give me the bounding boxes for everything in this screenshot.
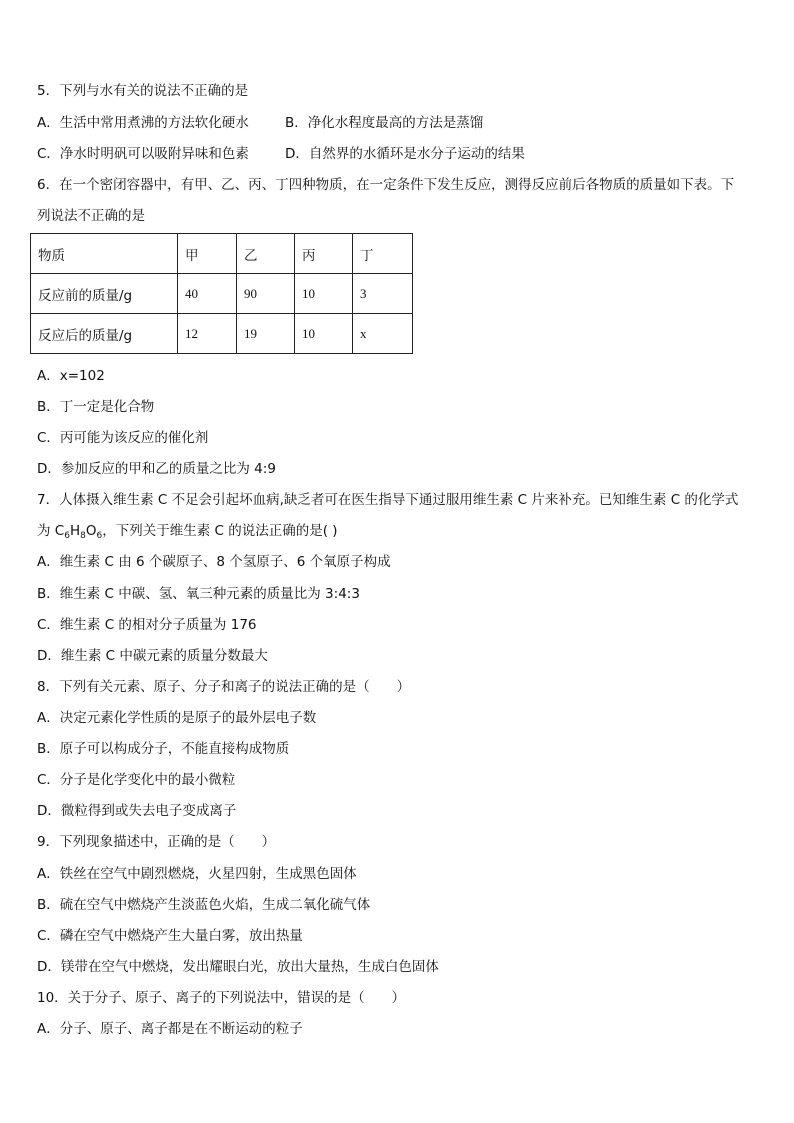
q5-option-c: C．净水时明矾可以吸附异味和色素 (37, 146, 249, 162)
q5-stem: 5．下列与水有关的说法不正确的是 (37, 83, 249, 99)
q7-option-d: D．维生素 C 中碳元素的质量分数最大 (37, 648, 268, 664)
q7-option-c: C．维生素 C 的相对分子质量为 176 (37, 617, 257, 633)
q8-option-d: D．微粒得到或失去电子变成离子 (37, 803, 237, 819)
q6-mass-table (30, 233, 413, 354)
q9-option-c: C．磷在空气中燃烧产生大量白雾，放出热量 (37, 928, 303, 944)
q5-option-d: D．自然界的水循环是水分子运动的结果 (285, 146, 525, 162)
q8-option-a: A．决定元素化学性质的是原子的最外层电子数 (37, 710, 317, 726)
q6-option-a: A．x=102 (37, 368, 105, 384)
table-cell: 3 (353, 274, 413, 314)
table-header-cell: 物质 (31, 234, 178, 274)
q6-stem-line1: 6．在一个密闭容器中，有甲、乙、丙、丁四种物质，在一定条件下发生反应，测得反应前后各物质的质量如下表。下 (37, 177, 735, 193)
q6-option-c: C．丙可能为该反应的催化剂 (37, 430, 209, 446)
q7-stem-line2 (37, 522, 338, 540)
formula-subscript: 8 (80, 531, 86, 541)
q9-option-d: D．镁带在空气中燃烧，发出耀眼白光，放出大量热，生成白色固体 (37, 959, 439, 975)
table-header-cell: 丁 (353, 234, 413, 274)
q9-stem: 9．下列现象描述中，正确的是（ ） (37, 834, 276, 850)
table-cell: 19 (237, 314, 295, 354)
formula-subscript: 6 (96, 531, 103, 541)
q5-option-a: A．生活中常用煮沸的方法软化硬水 (37, 115, 249, 131)
q7-stem-prefix: 为 C (37, 523, 65, 539)
q7-option-b: B．维生素 C 中碳、氢、氧三种元素的质量比为 3:4:3 (37, 586, 360, 602)
q6-option-d: D．参加反应的甲和乙的质量之比为 4:9 (37, 461, 276, 477)
q9-option-a: A．铁丝在空气中剧烈燃烧，火星四射，生成黑色固体 (37, 866, 357, 882)
table-cell: 反应后的质量/g (31, 314, 178, 354)
q10-stem: 10．关于分子、原子、离子的下列说法中，错误的是（ ） (37, 990, 406, 1006)
table-row (31, 274, 413, 314)
q9-option-b: B．硫在空气中燃烧产生淡蓝色火焰，生成二氧化硫气体 (37, 897, 371, 913)
q5-option-b: B．净化水程度最高的方法是蒸馏 (285, 115, 484, 131)
q7-stem-suffix: ，下列关于维生素 C 的说法正确的是( ) (102, 523, 338, 539)
q8-stem: 8．下列有关元素、原子、分子和离子的说法正确的是（ ） (37, 679, 411, 695)
table-cell: 10 (295, 274, 353, 314)
table-cell: x (353, 314, 413, 354)
table-header-row (31, 234, 413, 274)
q10-option-a: A．分子、原子、离子都是在不断运动的粒子 (37, 1021, 303, 1037)
q8-option-b: B．原子可以构成分子，不能直接构成物质 (37, 741, 290, 757)
q6-option-b: B．丁一定是化合物 (37, 399, 155, 415)
table-cell: 40 (178, 274, 237, 314)
table-header-cell: 乙 (237, 234, 295, 274)
q7-option-a: A．维生素 C 由 6 个碳原子、8 个氢原子、6 个氧原子构成 (37, 554, 391, 570)
formula-element: H (69, 523, 81, 539)
table-cell: 反应前的质量/g (31, 274, 178, 314)
table-row (31, 314, 413, 354)
table-cell: 10 (295, 314, 353, 354)
q8-option-c: C．分子是化学变化中的最小微粒 (37, 772, 236, 788)
table-header-cell: 甲 (178, 234, 237, 274)
table-cell: 12 (178, 314, 237, 354)
table-header-cell: 丙 (295, 234, 353, 274)
q6-stem-line2: 列说法不正确的是 (37, 208, 145, 224)
formula-subscript: 6 (64, 531, 70, 541)
formula-element: O (85, 523, 97, 539)
table-cell: 90 (237, 274, 295, 314)
q7-stem-line1: 7．人体摄入维生素 C 不足会引起坏血病,缺乏者可在医生指导下通过服用维生素 C 片来补充。已知维生素 C 的化学式 (37, 492, 739, 508)
